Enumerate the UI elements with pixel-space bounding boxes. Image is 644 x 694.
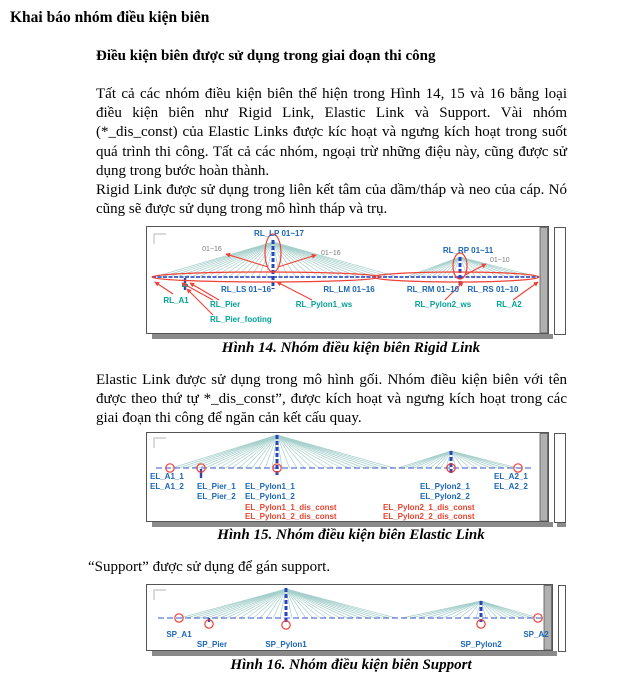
label-rl-rs: RL_RS 01~10 bbox=[467, 285, 519, 294]
label-el-pylon2-1-dis-const: EL_Pylon2_1_dis_const bbox=[383, 503, 475, 512]
figure-16-image bbox=[146, 584, 566, 657]
label-rl-pier-footing: RL_Pier_footing bbox=[210, 315, 272, 324]
figure-shadow bbox=[152, 651, 557, 656]
figure-scrollbar bbox=[544, 586, 552, 651]
label-range-left: 01~16 bbox=[202, 246, 222, 253]
label-el-pylon1-2: EL_Pylon1_2 bbox=[245, 492, 295, 501]
label-rl-rm: RL_RM 01~10 bbox=[406, 285, 460, 294]
label-sp-pylon2: SP_Pylon2 bbox=[460, 640, 502, 649]
label-rl-ls: RL_LS 01~16 bbox=[220, 285, 272, 294]
paragraph-block-elastic bbox=[96, 371, 567, 429]
window-edge bbox=[559, 586, 566, 652]
figure-16-caption: Hình 16. Nhóm điều kiện biên Support bbox=[230, 657, 472, 673]
window-edge-shadow bbox=[557, 523, 566, 527]
subsection-heading: Điều kiện biên được sử dụng trong giai đoạn thi công bbox=[96, 48, 436, 64]
label-rl-lm: RL_LM 01~16 bbox=[323, 285, 375, 294]
label-rl-rp: RL_RP 01~11 bbox=[442, 246, 494, 255]
paragraph-support: “Support” được sử dụng để gán support. bbox=[88, 559, 331, 575]
paragraph-overview: Tất cả các nhóm điều kiện biên thể hiện trong Hình 14, 15 và 16 bằng loại điều kiện biên như Rigid Link, Elastic Link và Support. Vài nhóm (*_dis_const) của Elastic Links được kíc hoạt và ngưng kích hoạt trong suốt quá trình thi công. Tất cả các nhóm, ngoại trừ những điệu này, cũng được sử dụng trong bước hoàn thành. bbox=[96, 86, 567, 179]
label-el-a1-2: EL_A1_2 bbox=[150, 482, 184, 491]
figure-14-caption: Hình 14. Nhóm điều kiện biên Rigid Link bbox=[221, 340, 481, 356]
label-el-a1-1: EL_A1_1 bbox=[150, 472, 184, 481]
label-el-a2-1: EL_A2_1 bbox=[494, 472, 528, 481]
label-range-mid: 01~16 bbox=[321, 250, 341, 257]
label-el-pier-1: EL_Pier_1 bbox=[197, 482, 236, 491]
label-rl-a1: RL_A1 bbox=[163, 296, 189, 305]
label-el-pylon2-1: EL_Pylon2_1 bbox=[420, 482, 470, 491]
figure-14-image bbox=[146, 226, 566, 344]
label-rl-pylon2-ws: RL_Pylon2_ws bbox=[414, 300, 472, 309]
paragraph-elastic-link: Elastic Link được sử dụng trong mô hình gối. Nhóm điều kiện biên với tên được theo thứ tự *_dis_const”, được kích hoạt và ngưng kích hoạt trong các giai đoạn thi công để ngăn cản kết cấu quay. bbox=[96, 372, 567, 427]
figure-15-caption: Hình 15. Nhóm điều kiện biên Elastic Link bbox=[217, 527, 485, 543]
figure-14 bbox=[146, 226, 566, 349]
label-el-pylon1-1-dis-const: EL_Pylon1_1_dis_const bbox=[245, 503, 337, 512]
label-el-pylon2-2-dis-const: EL_Pylon2_2_dis_const bbox=[383, 512, 475, 521]
figure-scrollbar bbox=[540, 434, 548, 522]
figure-16 bbox=[146, 584, 566, 662]
label-range-right: 01~10 bbox=[490, 257, 510, 264]
window-edge bbox=[555, 228, 566, 335]
figure-15-image bbox=[146, 432, 566, 529]
section-heading: Khai báo nhóm điều kiện biên bbox=[10, 9, 210, 26]
label-rl-lp: RL_LP 01~17 bbox=[254, 229, 304, 238]
paragraph-rigid-link: Rigid Link được sử dụng trong liên kết tâm của dầm/tháp và neo của cáp. Nó cũng sẽ được sử dụng trong mô hình tháp và trụ. bbox=[96, 182, 567, 218]
label-el-pylon1-2-dis-const: EL_Pylon1_2_dis_const bbox=[245, 512, 337, 521]
label-el-pylon1-1: EL_Pylon1_1 bbox=[245, 482, 295, 491]
label-sp-a1: SP_A1 bbox=[166, 630, 192, 639]
figure-frame bbox=[147, 433, 549, 522]
label-sp-pylon1: SP_Pylon1 bbox=[265, 640, 307, 649]
label-sp-a2: SP_A2 bbox=[523, 630, 549, 639]
label-rl-a2: RL_A2 bbox=[496, 300, 522, 309]
label-el-a2-2: EL_A2_2 bbox=[494, 482, 528, 491]
label-el-pier-2: EL_Pier_2 bbox=[197, 492, 236, 501]
figure-scrollbar bbox=[540, 228, 548, 334]
label-rl-pier: RL_Pier bbox=[210, 300, 241, 309]
label-sp-pier: SP_Pier bbox=[196, 640, 228, 649]
label-rl-pylon1-ws: RL_Pylon1_ws bbox=[295, 300, 353, 309]
paragraph-block-construction bbox=[96, 85, 567, 219]
window-edge bbox=[555, 434, 566, 523]
label-el-pylon2-2: EL_Pylon2_2 bbox=[420, 492, 470, 501]
figure-shadow bbox=[152, 334, 553, 339]
figure-15 bbox=[146, 432, 566, 534]
